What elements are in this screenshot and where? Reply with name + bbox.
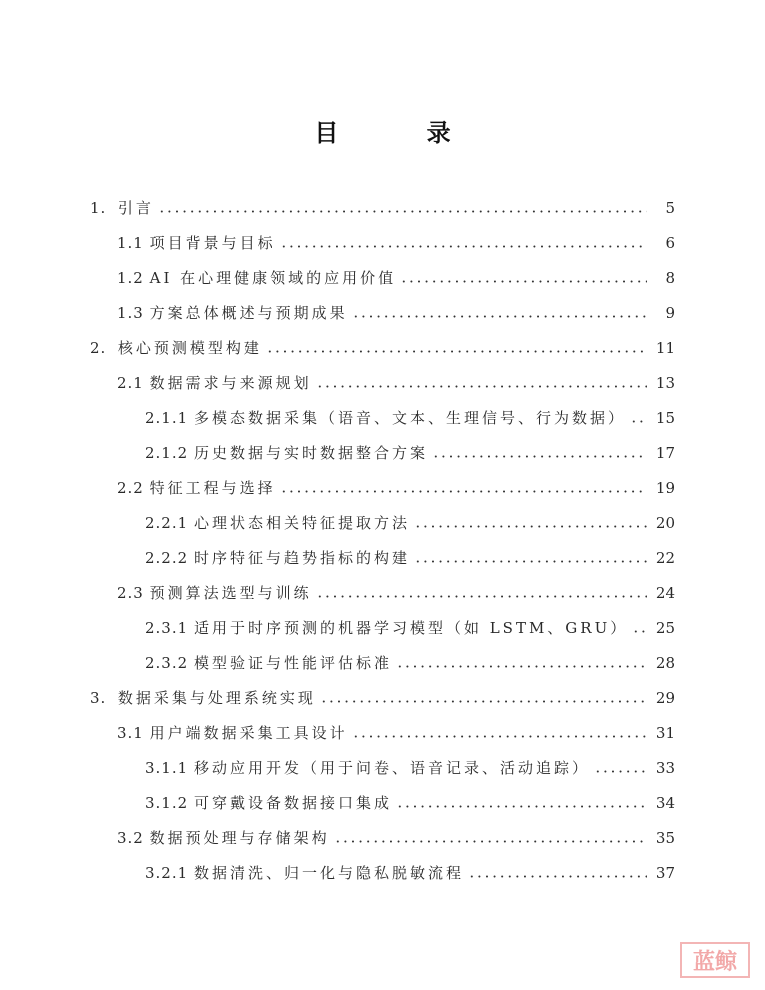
toc-entry[interactable]: [0, 470, 765, 505]
entry-title: 用户端数据采集工具设计: [149, 724, 348, 742]
toc-entry[interactable]: [0, 820, 765, 855]
dot-leader: [396, 665, 647, 668]
toc-entry[interactable]: [0, 295, 765, 330]
entry-number: 2.3.1: [145, 618, 194, 637]
entry-title: 特征工程与选择: [149, 479, 276, 497]
entry-number: 3.1.1: [145, 758, 194, 777]
entry-number: 2.1: [117, 373, 150, 392]
toc-entry[interactable]: [0, 365, 765, 400]
toc-entry[interactable]: [0, 330, 765, 365]
entry-page: 17: [655, 443, 675, 462]
entry-number: 2.2: [117, 478, 150, 497]
watermark-text: 蓝鲸: [692, 949, 737, 975]
dot-leader: [396, 805, 647, 808]
entry-number: 3.2.1: [145, 863, 194, 882]
entry-number: 3.1: [117, 723, 150, 742]
dot-leader: [266, 350, 647, 353]
entry-number: 2.: [90, 338, 118, 357]
toc-entry[interactable]: [0, 855, 765, 890]
entry-page: 35: [655, 828, 675, 847]
entry-title: 预测算法选型与训练: [149, 584, 312, 602]
entry-page: 24: [655, 583, 675, 602]
toc-list: [0, 190, 765, 890]
entry-title: 适用于时序预测的机器学习模型（如 LSTM、GRU）: [193, 619, 629, 637]
entry-number: 2.3.2: [145, 653, 194, 672]
entry-number: 2.1.1: [145, 408, 194, 427]
entry-number: 2.2.2: [145, 548, 194, 567]
toc-entry[interactable]: [0, 785, 765, 820]
entry-title: 时序特征与趋势指标的构建: [193, 549, 410, 567]
toc-entry[interactable]: [0, 400, 765, 435]
toc-entry[interactable]: [0, 435, 765, 470]
dot-leader: [320, 700, 647, 703]
entry-number: 2.2.1: [145, 513, 194, 532]
toc-entry[interactable]: [0, 715, 765, 750]
toc-entry[interactable]: [0, 260, 765, 295]
entry-page: 28: [655, 653, 675, 672]
entry-number: 1.: [90, 198, 118, 217]
toc-entry[interactable]: [0, 505, 765, 540]
entry-title: AI 在心理健康领域的应用价值: [149, 269, 397, 287]
entry-number: 3.: [90, 688, 118, 707]
entry-number: 1.2: [117, 268, 150, 287]
dot-leader: [400, 280, 647, 283]
toc-entry[interactable]: [0, 610, 765, 645]
entry-title: 心理状态相关特征提取方法: [193, 514, 410, 532]
entry-page: 31: [655, 723, 675, 742]
entry-page: 9: [665, 303, 675, 322]
entry-number: 3.2: [117, 828, 150, 847]
toc-entry[interactable]: [0, 225, 765, 260]
dot-leader: [352, 735, 647, 738]
dot-leader: [594, 770, 647, 773]
toc-title: 目 录: [314, 119, 491, 147]
entry-page: 22: [655, 548, 675, 567]
entry-page: 20: [655, 513, 675, 532]
entry-title: 数据采集与处理系统实现: [117, 689, 316, 707]
dot-leader: [432, 455, 647, 458]
entry-title: 引言: [117, 199, 154, 217]
entry-number: 1.3: [117, 303, 150, 322]
entry-number: 3.1.2: [145, 793, 194, 812]
entry-page: 34: [655, 793, 675, 812]
entry-page: 5: [665, 198, 675, 217]
dot-leader: [468, 875, 647, 878]
entry-title: 项目背景与目标: [149, 234, 276, 252]
entry-number: 1.1: [117, 233, 150, 252]
dot-leader: [352, 315, 647, 318]
dot-leader: [280, 490, 647, 493]
toc-entry[interactable]: [0, 190, 765, 225]
entry-page: 8: [665, 268, 675, 287]
entry-title: 模型验证与性能评估标准: [193, 654, 392, 672]
dot-leader: [414, 525, 647, 528]
entry-title: 可穿戴设备数据接口集成: [193, 794, 392, 812]
watermark-seal: [680, 942, 750, 978]
dot-leader: [632, 630, 647, 633]
entry-page: 19: [655, 478, 675, 497]
entry-page: 15: [655, 408, 675, 427]
entry-page: 11: [655, 338, 675, 357]
dot-leader: [316, 595, 647, 598]
entry-page: 6: [665, 233, 675, 252]
toc-entry[interactable]: [0, 540, 765, 575]
entry-title: 方案总体概述与预期成果: [149, 304, 348, 322]
entry-title: 历史数据与实时数据整合方案: [193, 444, 428, 462]
entry-title: 核心预测模型构建: [117, 339, 262, 357]
dot-leader: [630, 420, 647, 423]
entry-title: 数据需求与来源规划: [149, 374, 312, 392]
entry-page: 13: [655, 373, 675, 392]
entry-number: 2.1.2: [145, 443, 194, 462]
toc-entry[interactable]: [0, 680, 765, 715]
entry-page: 25: [655, 618, 675, 637]
toc-entry[interactable]: [0, 575, 765, 610]
entry-page: 33: [655, 758, 675, 777]
entry-title: 数据清洗、归一化与隐私脱敏流程: [193, 864, 464, 882]
entry-number: 2.3: [117, 583, 150, 602]
entry-title: 数据预处理与存储架构: [149, 829, 330, 847]
entry-page: 29: [655, 688, 675, 707]
dot-leader: [414, 560, 647, 563]
dot-leader: [280, 245, 647, 248]
dot-leader: [316, 385, 647, 388]
toc-entry[interactable]: [0, 645, 765, 680]
dot-leader: [334, 840, 647, 843]
entry-title: 多模态数据采集（语音、文本、生理信号、行为数据）: [193, 409, 626, 427]
dot-leader: [158, 210, 647, 213]
entry-title: 移动应用开发（用于问卷、语音记录、活动追踪）: [193, 759, 590, 777]
entry-page: 37: [655, 863, 675, 882]
toc-entry[interactable]: [0, 750, 765, 785]
